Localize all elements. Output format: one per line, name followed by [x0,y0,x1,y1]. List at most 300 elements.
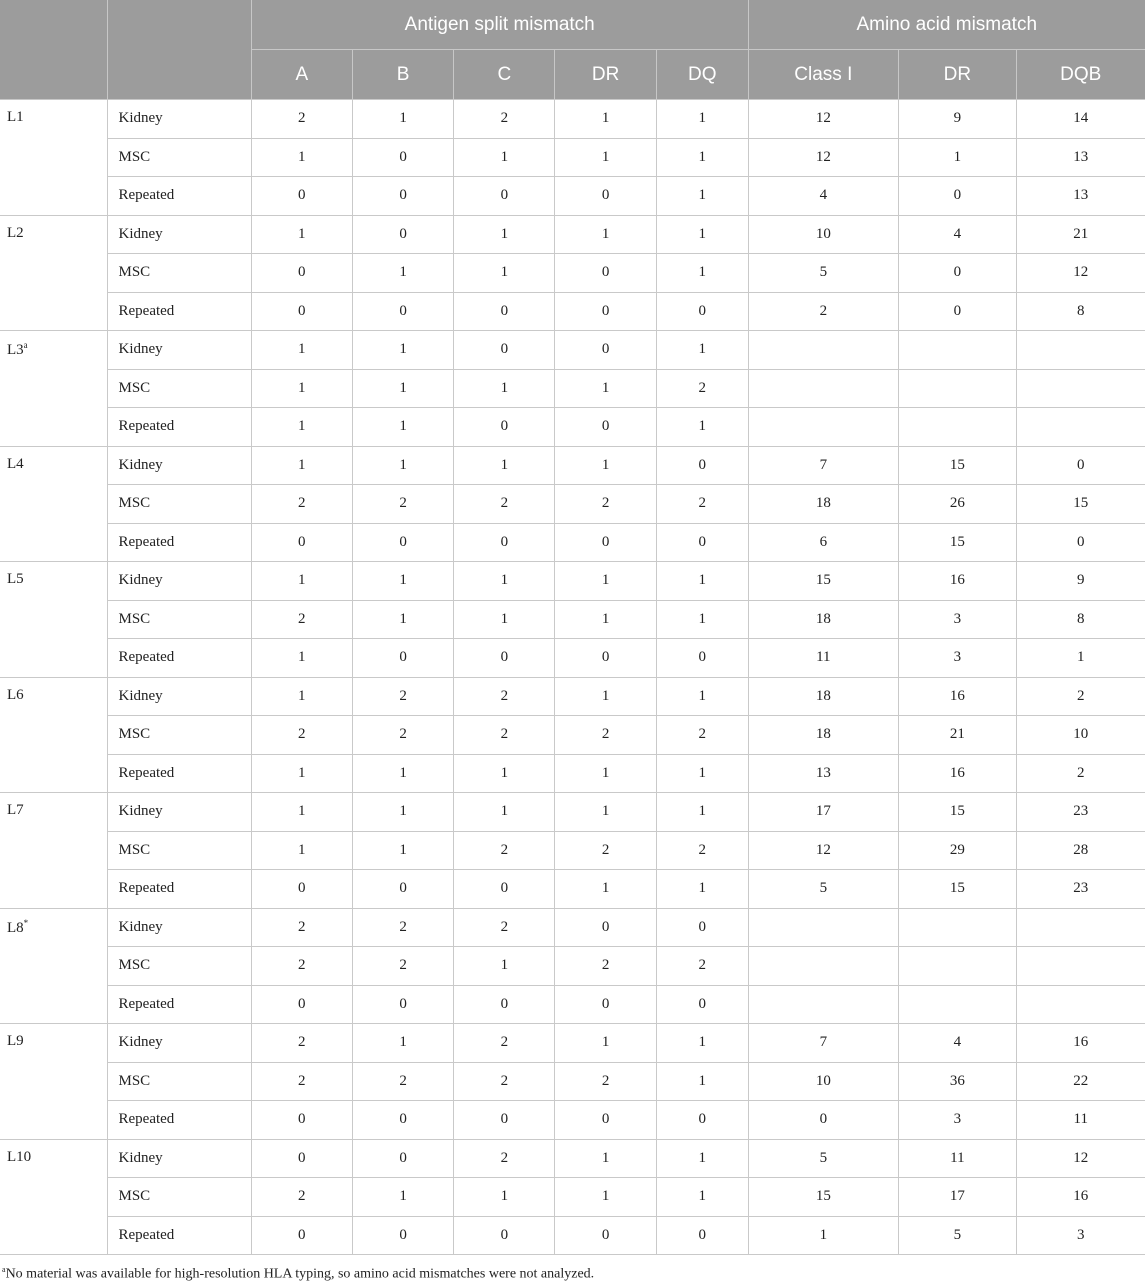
group-label-text: L9 [7,1033,24,1049]
tissue-label: Kidney [107,1024,251,1063]
value-cell: 1 [352,1178,454,1217]
value-cell: 2 [454,100,555,139]
table-row [0,793,1145,832]
value-cell: 1 [899,138,1016,177]
value-cell: 2 [251,716,352,755]
value-cell: 0 [352,1139,454,1178]
table-row [0,600,1145,639]
value-cell: 11 [748,639,899,678]
value-cell: 0 [555,331,657,370]
table-row [0,1101,1145,1140]
value-cell: 2 [1016,754,1145,793]
table-row [0,1216,1145,1255]
value-cell: 0 [352,1216,454,1255]
value-cell: 0 [748,1101,899,1140]
value-cell: 0 [555,639,657,678]
value-cell: 0 [454,1216,555,1255]
value-cell: 0 [454,985,555,1024]
value-cell: 1 [657,177,748,216]
value-cell: 1 [251,562,352,601]
header-antigen-split-mismatch: Antigen split mismatch [251,0,748,50]
value-cell: 15 [899,523,1016,562]
value-cell [1016,947,1145,986]
table-row [0,1062,1145,1101]
tissue-label: Repeated [107,292,251,331]
value-cell: 1 [555,870,657,909]
value-cell: 1 [657,1062,748,1101]
value-cell: 11 [1016,1101,1145,1140]
tissue-label: Repeated [107,870,251,909]
value-cell: 2 [251,1062,352,1101]
table-row [0,1178,1145,1217]
value-cell: 5 [748,254,899,293]
value-cell [899,908,1016,947]
value-cell: 0 [251,1216,352,1255]
value-cell: 0 [657,292,748,331]
value-cell: 2 [555,1062,657,1101]
value-cell: 1 [454,754,555,793]
tissue-label: Repeated [107,408,251,447]
value-cell: 1 [555,677,657,716]
value-cell: 0 [352,639,454,678]
value-cell: 1 [555,1178,657,1217]
group-label-footnote-marker: a [23,340,28,350]
value-cell: 21 [1016,215,1145,254]
value-cell: 16 [1016,1178,1145,1217]
value-cell: 0 [352,138,454,177]
value-cell: 7 [748,1024,899,1063]
value-cell: 16 [899,754,1016,793]
value-cell: 29 [899,831,1016,870]
value-cell: 0 [657,523,748,562]
value-cell: 2 [657,369,748,408]
value-cell: 9 [1016,562,1145,601]
value-cell: 0 [1016,523,1145,562]
tissue-label: Kidney [107,100,251,139]
value-cell: 1 [251,408,352,447]
table-row [0,947,1145,986]
value-cell: 2 [352,908,454,947]
value-cell: 0 [454,870,555,909]
tissue-label: Kidney [107,331,251,370]
group-label-text: L3 [7,342,24,358]
table-row [0,254,1145,293]
header-antigen-c: C [454,50,555,100]
value-cell: 15 [899,870,1016,909]
tissue-label: Repeated [107,523,251,562]
value-cell: 0 [899,254,1016,293]
table-row [0,215,1145,254]
value-cell: 1 [352,793,454,832]
value-cell: 17 [899,1178,1016,1217]
value-cell: 1 [657,1139,748,1178]
value-cell: 0 [555,523,657,562]
value-cell: 0 [352,177,454,216]
value-cell: 16 [1016,1024,1145,1063]
value-cell: 1 [657,331,748,370]
value-cell: 2 [454,485,555,524]
table-row [0,716,1145,755]
value-cell: 1 [657,754,748,793]
value-cell: 18 [748,716,899,755]
value-cell: 22 [1016,1062,1145,1101]
value-cell: 1 [251,639,352,678]
value-cell: 2 [555,947,657,986]
value-cell: 16 [899,562,1016,601]
value-cell: 1 [1016,639,1145,678]
value-cell: 7 [748,446,899,485]
table-row [0,523,1145,562]
value-cell: 0 [251,1101,352,1140]
table-row [0,831,1145,870]
value-cell: 12 [748,138,899,177]
value-cell: 1 [454,1178,555,1217]
value-cell: 0 [657,1216,748,1255]
value-cell: 1 [555,793,657,832]
header-blank-group [0,0,107,100]
value-cell: 1 [454,793,555,832]
value-cell: 1 [555,446,657,485]
value-cell: 1 [555,1024,657,1063]
value-cell: 3 [899,600,1016,639]
value-cell: 0 [657,446,748,485]
value-cell [748,369,899,408]
value-cell: 4 [899,1024,1016,1063]
group-label [0,100,107,216]
value-cell: 0 [352,985,454,1024]
value-cell: 15 [899,793,1016,832]
value-cell: 1 [555,100,657,139]
tissue-label: Kidney [107,562,251,601]
value-cell: 0 [454,331,555,370]
tissue-label: Repeated [107,1101,251,1140]
header-amino-acid-mismatch: Amino acid mismatch [748,0,1145,50]
value-cell [1016,908,1145,947]
value-cell: 17 [748,793,899,832]
value-cell: 2 [352,677,454,716]
group-label-text: L8 [7,919,24,936]
group-label [0,562,107,678]
value-cell: 12 [1016,1139,1145,1178]
value-cell: 0 [555,254,657,293]
value-cell: 0 [555,908,657,947]
value-cell: 23 [1016,793,1145,832]
value-cell: 1 [352,754,454,793]
tissue-label: MSC [107,1062,251,1101]
table-row [0,331,1145,370]
value-cell: 2 [454,1139,555,1178]
value-cell: 1 [352,831,454,870]
value-cell: 15 [1016,485,1145,524]
value-cell: 2 [352,947,454,986]
value-cell: 12 [1016,254,1145,293]
value-cell: 1 [251,677,352,716]
header-antigen-dq: DQ [657,50,748,100]
value-cell: 1 [352,1024,454,1063]
tissue-label: MSC [107,485,251,524]
group-label [0,1139,107,1255]
table-row [0,369,1145,408]
value-cell: 1 [352,408,454,447]
value-cell: 14 [1016,100,1145,139]
value-cell: 0 [555,408,657,447]
table-row [0,639,1145,678]
header-amino-dqb: DQB [1016,50,1145,100]
tissue-label: Kidney [107,215,251,254]
value-cell [748,908,899,947]
value-cell: 23 [1016,870,1145,909]
table-row [0,1024,1145,1063]
header-amino-dr: DR [899,50,1016,100]
tissue-label: MSC [107,600,251,639]
tissue-label: Kidney [107,908,251,947]
value-cell: 2 [251,947,352,986]
value-cell: 0 [555,292,657,331]
value-cell: 4 [899,215,1016,254]
value-cell: 0 [454,523,555,562]
group-label [0,908,107,1024]
table-row [0,562,1145,601]
table-row [0,908,1145,947]
table-row [0,408,1145,447]
value-cell: 2 [454,677,555,716]
table-row [0,100,1145,139]
tissue-label: Repeated [107,985,251,1024]
value-cell: 0 [657,985,748,1024]
value-cell: 1 [748,1216,899,1255]
table-body [0,100,1145,1255]
group-label-text: L4 [7,455,24,472]
value-cell [899,947,1016,986]
value-cell: 15 [748,562,899,601]
value-cell: 0 [899,177,1016,216]
value-cell: 0 [251,870,352,909]
value-cell: 16 [899,677,1016,716]
value-cell: 1 [657,1024,748,1063]
value-cell [1016,331,1145,370]
value-cell: 8 [1016,292,1145,331]
value-cell: 2 [657,831,748,870]
value-cell [899,331,1016,370]
group-label-text: L1 [7,109,24,125]
value-cell: 0 [251,292,352,331]
table-row [0,754,1145,793]
value-cell: 0 [899,292,1016,331]
value-cell: 1 [657,677,748,716]
value-cell: 5 [748,1139,899,1178]
value-cell: 2 [555,831,657,870]
value-cell: 0 [251,1139,352,1178]
value-cell: 1 [657,138,748,177]
value-cell: 15 [899,446,1016,485]
value-cell: 0 [251,985,352,1024]
group-label-text: L10 [7,1148,32,1165]
value-cell: 0 [454,292,555,331]
value-cell: 2 [657,485,748,524]
value-cell: 1 [657,100,748,139]
value-cell [1016,985,1145,1024]
group-label [0,446,107,562]
value-cell: 10 [748,215,899,254]
value-cell: 12 [748,100,899,139]
value-cell: 26 [899,485,1016,524]
value-cell [1016,408,1145,447]
footnote-marker: a [2,1265,6,1274]
value-cell: 2 [251,600,352,639]
value-cell: 2 [454,831,555,870]
value-cell: 0 [352,215,454,254]
value-cell: 0 [352,523,454,562]
group-label-text: L2 [7,224,24,241]
value-cell: 28 [1016,831,1145,870]
tissue-label: Repeated [107,754,251,793]
value-cell: 0 [454,408,555,447]
value-cell: 1 [454,369,555,408]
value-cell: 2 [657,716,748,755]
value-cell: 0 [555,177,657,216]
value-cell: 3 [899,1101,1016,1140]
tissue-label: Repeated [107,639,251,678]
value-cell: 2 [251,485,352,524]
value-cell: 13 [748,754,899,793]
value-cell: 0 [352,870,454,909]
tissue-label: MSC [107,138,251,177]
value-cell: 1 [454,600,555,639]
value-cell: 0 [454,177,555,216]
value-cell: 2 [454,908,555,947]
value-cell: 1 [454,254,555,293]
header-antigen-dr: DR [555,50,657,100]
value-cell: 1 [352,562,454,601]
value-cell: 0 [555,1101,657,1140]
table-row [0,1139,1145,1178]
value-cell: 1 [555,138,657,177]
value-cell: 1 [454,446,555,485]
value-cell [748,947,899,986]
value-cell: 0 [657,639,748,678]
group-label-text: L7 [7,802,24,818]
value-cell: 1 [251,138,352,177]
value-cell: 1 [251,754,352,793]
value-cell: 1 [555,369,657,408]
value-cell [899,408,1016,447]
value-cell: 5 [899,1216,1016,1255]
value-cell: 1 [454,138,555,177]
table-row [0,677,1145,716]
value-cell: 10 [1016,716,1145,755]
value-cell: 2 [352,1062,454,1101]
value-cell: 0 [352,292,454,331]
value-cell [1016,369,1145,408]
value-cell: 1 [251,369,352,408]
value-cell: 0 [1016,446,1145,485]
value-cell: 6 [748,523,899,562]
value-cell: 1 [555,600,657,639]
value-cell: 2 [748,292,899,331]
value-cell [899,369,1016,408]
value-cell: 1 [352,600,454,639]
value-cell: 15 [748,1178,899,1217]
footnote-text: No material was available for high-resolution HLA typing, so amino acid mismatches were not analyzed. [5,1266,595,1282]
value-cell: 8 [1016,600,1145,639]
value-cell: 4 [748,177,899,216]
tissue-label: MSC [107,716,251,755]
table-row [0,870,1145,909]
value-cell [748,985,899,1024]
value-cell [748,408,899,447]
value-cell: 9 [899,100,1016,139]
group-label-footnote-marker: * [23,917,29,928]
tissue-label: MSC [107,254,251,293]
tissue-label: Kidney [107,677,251,716]
value-cell: 2 [251,1178,352,1217]
value-cell: 1 [251,215,352,254]
value-cell: 1 [352,369,454,408]
tissue-label: Repeated [107,1216,251,1255]
value-cell: 1 [657,600,748,639]
value-cell: 1 [657,562,748,601]
value-cell: 0 [555,985,657,1024]
value-cell: 21 [899,716,1016,755]
value-cell: 1 [454,215,555,254]
value-cell: 10 [748,1062,899,1101]
table-row [0,138,1145,177]
value-cell: 2 [657,947,748,986]
value-cell: 1 [352,254,454,293]
value-cell [899,985,1016,1024]
value-cell: 36 [899,1062,1016,1101]
value-cell: 12 [748,831,899,870]
group-label-text: L5 [7,571,24,587]
value-cell: 13 [1016,138,1145,177]
value-cell: 1 [251,793,352,832]
group-label [0,793,107,909]
value-cell: 2 [352,485,454,524]
value-cell: 1 [657,215,748,254]
group-label [0,677,107,793]
value-cell: 0 [251,254,352,293]
value-cell: 1 [454,947,555,986]
value-cell: 1 [454,562,555,601]
group-label [0,331,107,447]
value-cell: 1 [352,331,454,370]
value-cell: 1 [555,562,657,601]
table-row [0,485,1145,524]
value-cell: 18 [748,485,899,524]
value-cell: 1 [555,215,657,254]
value-cell: 1 [352,446,454,485]
value-cell: 1 [657,793,748,832]
value-cell: 0 [251,177,352,216]
value-cell: 0 [555,1216,657,1255]
value-cell: 2 [555,716,657,755]
value-cell: 1 [352,100,454,139]
table-row [0,177,1145,216]
value-cell [748,331,899,370]
value-cell: 0 [454,639,555,678]
value-cell: 0 [251,523,352,562]
tissue-label: Repeated [107,177,251,216]
tissue-label: Kidney [107,793,251,832]
value-cell: 2 [454,1062,555,1101]
value-cell: 0 [454,1101,555,1140]
table-row [0,292,1145,331]
value-cell: 2 [454,716,555,755]
value-cell: 0 [657,908,748,947]
value-cell: 1 [555,754,657,793]
tissue-label: Kidney [107,1139,251,1178]
value-cell: 13 [1016,177,1145,216]
